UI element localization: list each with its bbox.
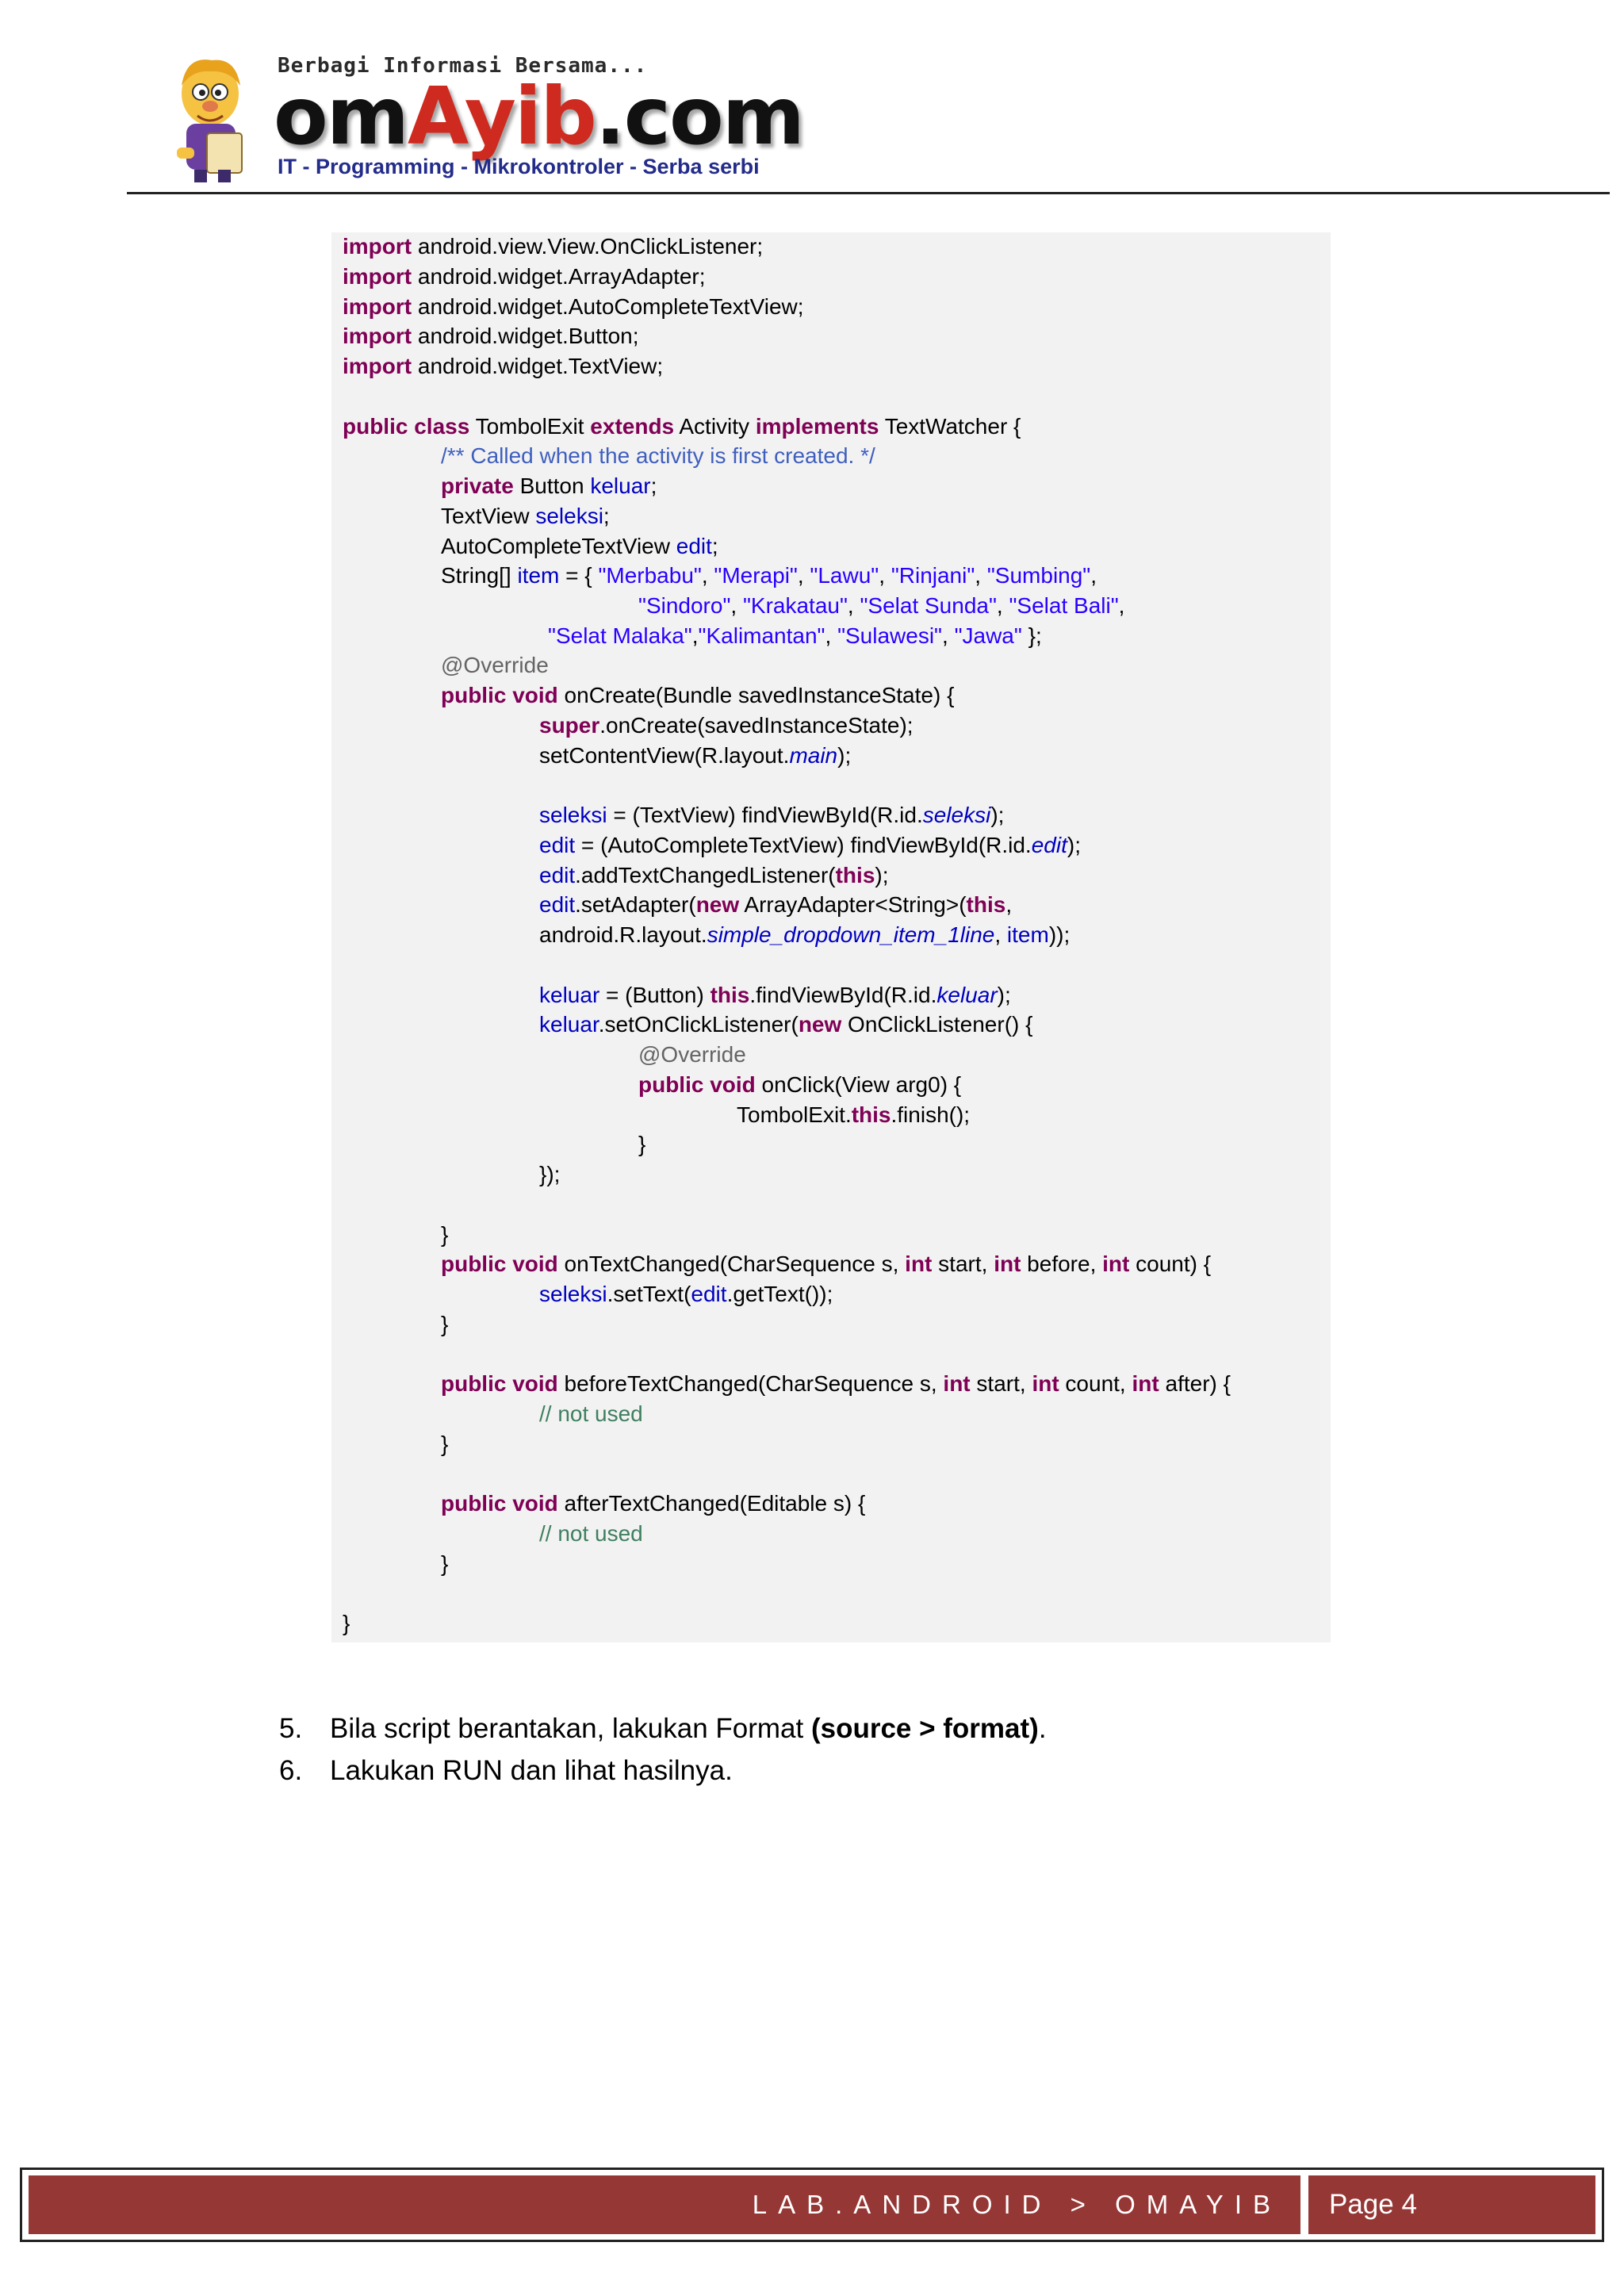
- code-line: public void beforeTextChanged(CharSequence s, int start, int count, int after) {: [441, 1371, 1231, 1396]
- code-line: }: [343, 1611, 350, 1635]
- code-line: keluar = (Button) this.findViewById(R.id.keluar);: [539, 983, 1011, 1007]
- code-line: }: [441, 1312, 449, 1336]
- code-line: // not used: [539, 1401, 643, 1426]
- code-line: super.onCreate(savedInstanceState);: [539, 713, 914, 738]
- code-line: });: [539, 1162, 561, 1186]
- code-line: setContentView(R.layout.main);: [539, 743, 852, 768]
- code-line: "Sindoro", "Krakatau", "Selat Sunda", "Selat Bali",: [638, 593, 1125, 618]
- footer-title: LAB.ANDROID > OMAYIB: [752, 2190, 1281, 2219]
- code-line: import android.widget.ArrayAdapter;: [343, 264, 706, 289]
- instruction-step-5: 5. Bila script berantakan, lakukan Format (source > format).: [279, 1713, 1047, 1744]
- code-line: seleksi = (TextView) findViewById(R.id.seleksi);: [539, 803, 1005, 827]
- code-line: edit.setAdapter(new ArrayAdapter<String>(this,: [539, 892, 1013, 917]
- code-line: String[] item = { "Merbabu", "Merapi", "Lawu", "Rinjani", "Sumbing",: [441, 563, 1097, 588]
- instruction-step-6: 6. Lakukan RUN dan lihat hasilnya.: [279, 1755, 733, 1786]
- code-line: public void onTextChanged(CharSequence s, int start, int before, int count) {: [441, 1251, 1212, 1276]
- code-line: import android.widget.Button;: [343, 324, 639, 348]
- logo-text-om: om: [274, 70, 408, 163]
- code-line: // not used: [539, 1521, 643, 1546]
- code-line: TombolExit.this.finish();: [737, 1102, 971, 1127]
- code-line: }: [638, 1132, 646, 1156]
- code-line: TextView seleksi;: [441, 504, 610, 528]
- code-line: }: [441, 1222, 449, 1247]
- code-line: /** Called when the activity is first created. */: [441, 443, 875, 468]
- code-line: keluar.setOnClickListener(new OnClickListener() {: [539, 1012, 1033, 1037]
- header-divider: [127, 192, 1610, 194]
- code-line: private Button keluar;: [441, 473, 657, 498]
- page-header: [0, 0, 1624, 198]
- code-line: "Selat Malaka","Kalimantan", "Sulawesi", "Jawa" };: [548, 623, 1042, 648]
- header-tagline: Berbagi Informasi Bersama...: [278, 54, 648, 78]
- code-line: import android.widget.TextView;: [343, 354, 664, 378]
- code-line: import android.widget.AutoCompleteTextView;: [343, 294, 804, 319]
- code-line: public class TombolExit extends Activity implements TextWatcher {: [343, 414, 1021, 439]
- code-line: android.R.layout.simple_dropdown_item_1line, item));: [539, 922, 1071, 947]
- code-line: public void onClick(View arg0) {: [638, 1072, 962, 1097]
- code-line: edit.addTextChangedListener(this);: [539, 863, 889, 887]
- code-line: AutoCompleteTextView edit;: [441, 534, 718, 558]
- code-line: import android.view.View.OnClickListener;: [343, 234, 764, 259]
- code-line: }: [441, 1432, 449, 1456]
- code-line: public void onCreate(Bundle savedInstanceState) {: [441, 683, 955, 707]
- code-line: seleksi.setText(edit.getText());: [539, 1282, 833, 1306]
- page-number: Page 4: [1329, 2189, 1417, 2220]
- header-subtitle: IT - Programming - Mikrokontroler - Serba serbi: [278, 155, 760, 178]
- code-line: }: [441, 1551, 449, 1576]
- logo-text-ayib: Ayib: [407, 70, 596, 163]
- code-line: @Override: [638, 1042, 746, 1067]
- mascot-logo-icon: [163, 54, 258, 185]
- code-line: public void afterTextChanged(Editable s) {: [441, 1491, 866, 1516]
- code-line: edit = (AutoCompleteTextView) findViewById(R.id.edit);: [539, 833, 1081, 857]
- code-line: @Override: [441, 653, 549, 677]
- site-logo[interactable]: [274, 70, 803, 163]
- logo-text-com: .com: [595, 70, 803, 163]
